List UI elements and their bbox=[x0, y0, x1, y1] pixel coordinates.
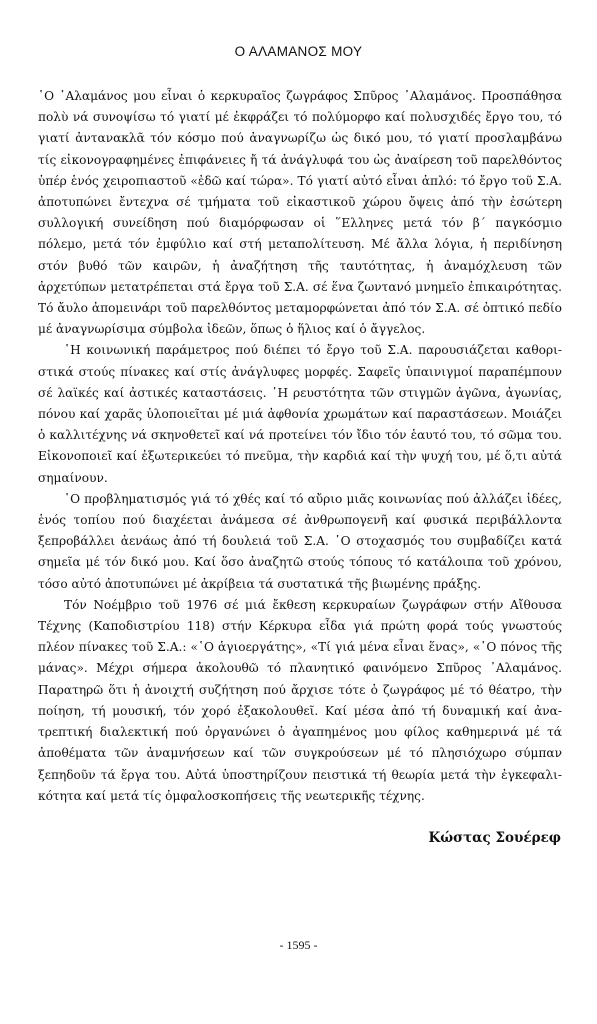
paragraph-3: ῾Ο προβληματισμός γιά τό χθές καί τό αὔριο μιᾶς κοινωνίας πού ἀλλάζει ἰδέες, ἑνός τοπίου πού διαχέεται ἀνάμεσα σέ ἀνθρωπογενῆ καί φυσικά περιβάλλοντα ξεπροβάλλει ἀενάως ἀπό τή δουλειά τοῦ Σ.Α. ῾Ο στοχασμός του συμβαδίζει κατά σημεῖα μέ τόν δικό μου. Καί ὅσο ἀναζητῶ στούς τόπους τό κατάλοιπα τοῦ χρόνου, τόσο αὐτό ἀποτυπώνει μέ ἀκρίβεια τά συστατικά τῆς βιωμένης πράξης. bbox=[38, 491, 562, 591]
paragraph-4: Τόν Νοέμβριο τοῦ 1976 σέ μιά ἔκθεση κερκυραίων ζωγράφων στήν Αἴθουσα Τέχνης (Καποδιστρίου 118) στήν Κέρκυρα εἶδα γιά πρώτη φορά τούς γνωστούς πλέον πίνακες τοῦ Σ.Α.: «῾Ο ἁγιοεργάτης», «Τί γιά μένα εἶναι ἕνας», «῾Ο πόνος τῆς μάνας». Μέχρι σήμερα ἀκολουθῶ τό πλανητικό φαινόμενο Σπῦρος ᾽Αλαμάνος. Παρατηρῶ ὅτι ἡ ἀνοιχτή συζήτηση πού ἄρχισε τότε ὁ ζωγράφος μέ τό θέατρο, τὴν ποίηση, τή μουσική, τόν χορό ἐξακολουθεῖ. Καί μέσα ἀπό τή δυναμική καί ἀνατρεπτική διαλεκτική πού ὀργανώνει ὁ ἀγαπημένος μου φίλος καθημερινά μέ τά ἀποθέματα τῶν ἀναμνήσεων καί τῶν συγκρούσεων μέ τό πλησιόχωρο σύμπαν ξεπηδοῦν τά ἔργα του. Αὐτά ὑποστηρίζουν πειστικά τή θεωρία μετά τὴν ἐγκεφαλικότητα καί μετά τίς ὀμφαλοσκοπήσεις τῆς νεωτερικῆς τέχνης. bbox=[38, 597, 562, 803]
author-signature: Κώστας Σουέρεφ bbox=[428, 830, 561, 846]
page-title: Ο ΑΛΑΜΑΝΟΣ ΜΟΥ bbox=[234, 44, 363, 59]
paragraph-1: ῾Ο ᾽Αλαμάνος μου εἶναι ὁ κερκυραῖος ζωγράφος Σπῦρος ᾽Αλαμάνος. Προσπάθησα πολὺ νά συνοψίσω τό γιατί μέ ἐκφράζει τό πολύμορφο καί πολυσχιδές ἔργο του, τό γιατί ἀντανακλᾶ τόν κόσμο πού ἀναγνωρίζω ὡς δικό μου, τό γιατί προσλαμβάνω τίς εἰκονογραφημένες ἐπιφάνειες ἤ τά ἀνάγλυφά του ὡς ἀναίρεση τοῦ παρελθόντος ὑπέρ ἑνός χειροπιαστοῦ «ἐδῶ καί τώρα». Τό γιατί αὐτό εἶναι ἁπλό: τό ἔργο τοῦ Σ.Α. ἀποτυπώνει ἔντεχνα σέ τμήματα τοῦ εἰκαστικοῦ χώρου ὄψεις ἀπό τὴν ἐσώτερη συλλογική συνείδηση πού διαμόρφωσαν οἱ ῞Ελληνες μετά τόν β΄ παγκόσμιο πόλεμο, μετά τόν ἐμφύλιο καί στή μεταπολίτευση. Μέ ἄλλα λόγια, ἡ περιδίνηση στόν βυθό τῶν καιρῶν, ἡ ἀναζήτηση τῆς ταυτότητας, ἡ ἀναμόχλευση τῶν ἀρχετύπων μετατρέπεται στά ἔργα τοῦ Σ.Α. σέ ἕνα ζωντανό μνημεῖο ἐπικαιρότητας. Τό ἄυλο ἀπομεινάρι τοῦ παρελθόντος μεταμορφώνεται ἀπό τόν Σ.Α. σέ ὀπτικό πεδίο μέ ἀναγνωρίσιμα σύμβολα ἰδεῶν, ὅπως ὁ ἥλιος καί ὁ ἄγγελος. bbox=[38, 89, 562, 337]
article-body bbox=[38, 86, 562, 807]
paragraph-2: ῾Η κοινωνική παράμετρος πού διέπει τό ἔργο τοῦ Σ.Α. παρουσιάζεται καθοριστικά στούς πίνακες καί στίς ἀνάγλυφες μορφές. Σαφεῖς ὑπαινιγμοί παραπέμπουν σέ λαϊκές καί ἀστικές καταστάσεις. ῾Η ρευστότητα τῶν στιγμῶν ἀγῶνα, ἀγωνίας, πόνου καί χαρᾶς ὑλοποιεῖται μέ μιά ἀφθονία χρωμάτων καί παραστάσεων. Μοιάζει ὁ καλλιτέχνης νά σκηνοθετεῖ καί νά προτείνει τόν ἴδιο τόν ἑαυτό του, τό σῶμα του. Εἰκονοποιεῖ καί ἐξωτερικεύει τό πνεῦμα, τὴν καρδιά καί τὴν ψυχή του, μέ ὅ,τι αὐτά σημαίνουν. bbox=[38, 343, 562, 485]
page-number: - 1595 - bbox=[279, 938, 318, 952]
